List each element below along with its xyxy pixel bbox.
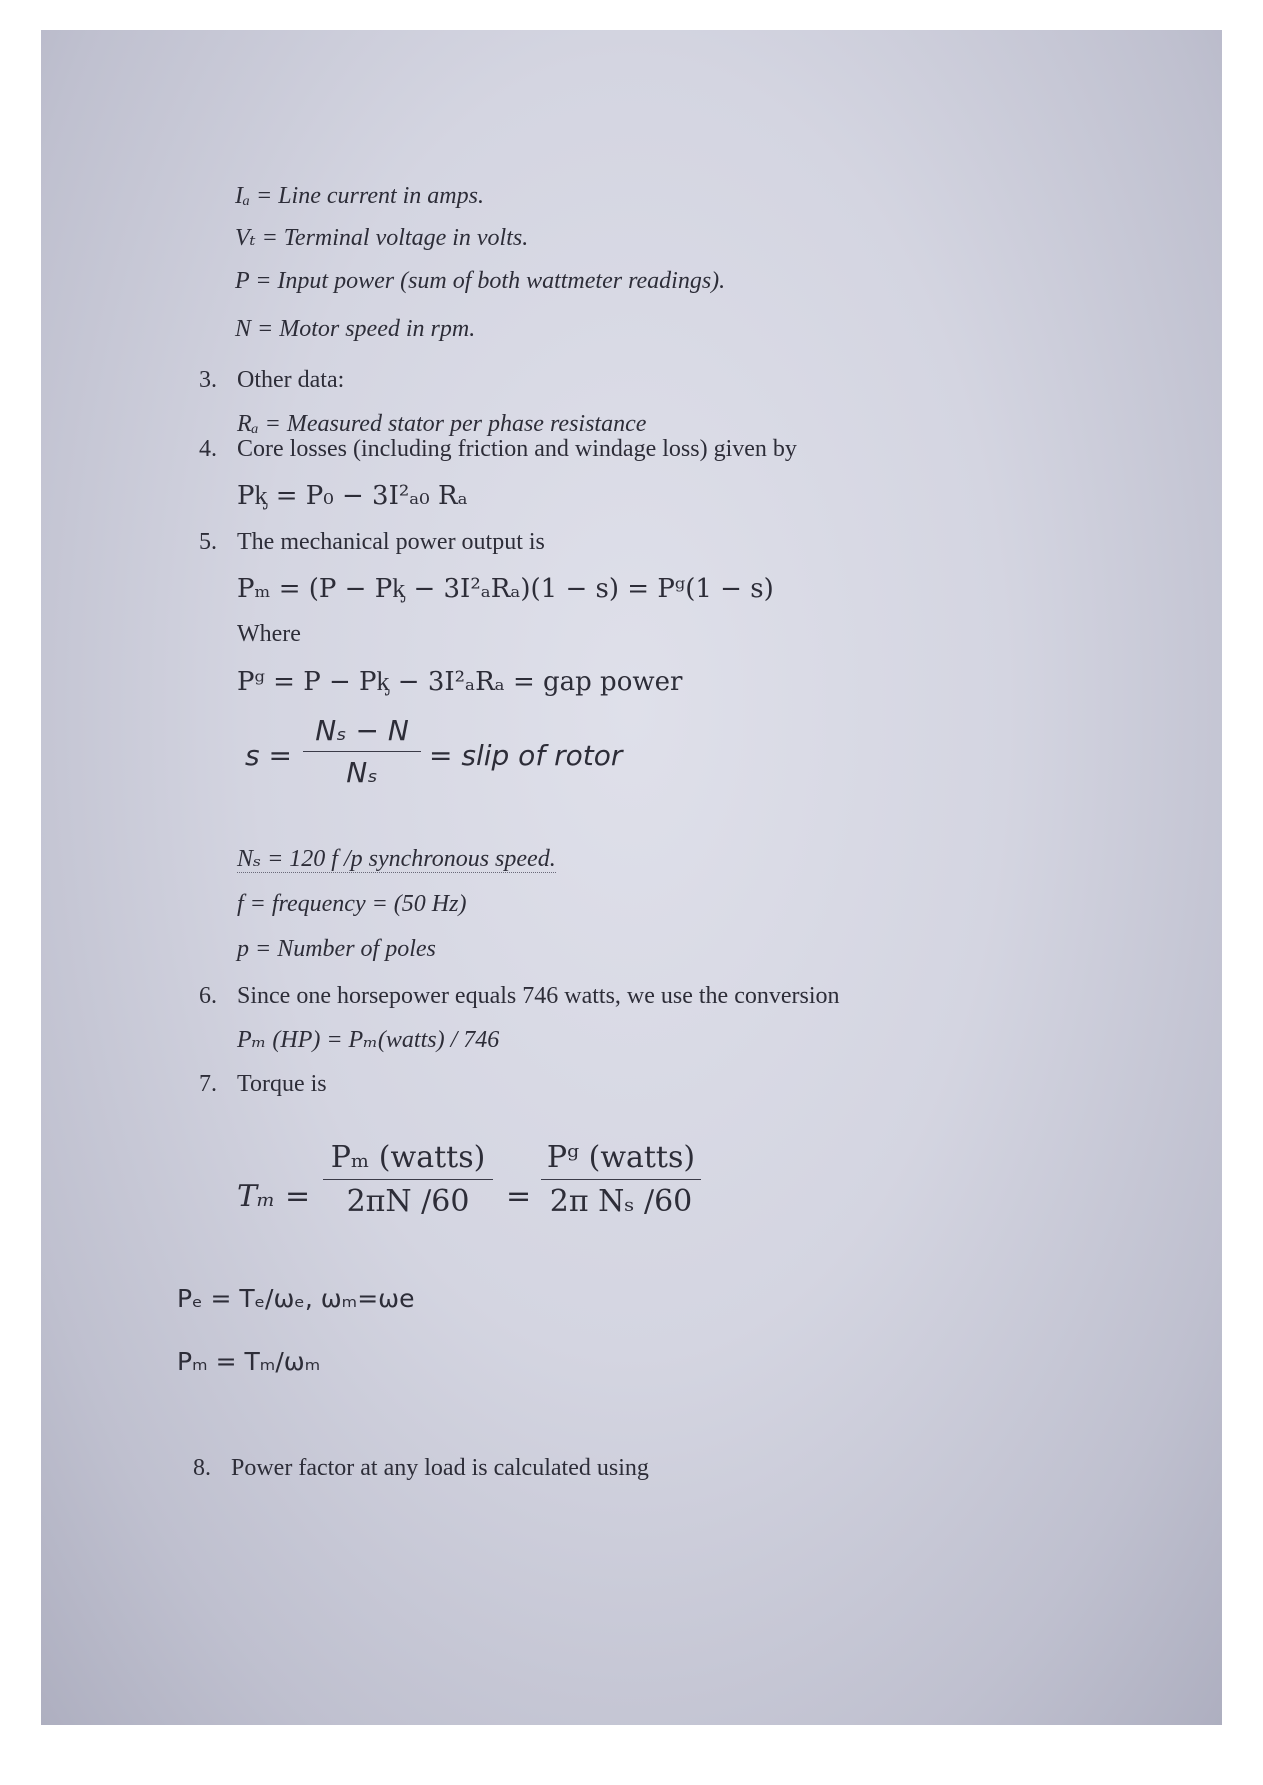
def-frequency: f = frequency = (50 Hz) <box>237 891 467 917</box>
torque-numerator-1: Pₘ (watts) <box>330 1140 486 1175</box>
def-input-power: P = Input power (sum of both wattmeter readings). <box>235 268 726 294</box>
def-stator-resistance: Rₐ = Measured stator per phase resistance <box>237 411 647 437</box>
torque-denominator-1: 2πN /60 <box>346 1184 470 1219</box>
torque-numerator-2: Pᵍ (watts) <box>546 1140 696 1175</box>
item-7-number: 7. <box>199 1071 217 1097</box>
item-4 <box>199 435 797 463</box>
hp-conversion-equation: Pₘ (HP) = Pₘ(watts) / 746 <box>237 1027 500 1053</box>
def-synchronous-speed <box>237 845 556 873</box>
def-poles: p = Number of poles <box>237 936 436 962</box>
electrical-power-equation: Pₑ = Tₑ/ωₑ, ωₘ=ωe <box>177 1284 415 1313</box>
slip-fraction-bar <box>303 751 421 752</box>
document-photo <box>41 30 1222 1725</box>
slip-rhs: = slip of rotor <box>429 739 623 772</box>
item-4-text: Core losses (including friction and windage loss) given by <box>237 436 797 462</box>
torque-denominator-2: 2π Nₛ /60 <box>549 1184 693 1219</box>
torque-fraction-bar-1 <box>323 1179 493 1180</box>
item-6 <box>199 982 840 1010</box>
mechanical-power-omega-equation: Pₘ = Tₘ/ωₘ <box>177 1347 321 1376</box>
mechanical-power-equation: Pₘ = (P − Pᶄ − 3I²ₐRₐ)(1 − s) = Pᵍ(1 − s) <box>237 574 774 604</box>
torque-equals: = <box>506 1179 532 1214</box>
item-5-number: 5. <box>199 529 217 555</box>
synchronous-speed-text: Nₛ = 120 f /p synchronous speed. <box>237 846 556 872</box>
item-8-number: 8. <box>193 1455 211 1481</box>
def-motor-speed: N = Motor speed in rpm. <box>235 316 476 342</box>
item-8-text: Power factor at any load is calculated using <box>231 1455 649 1481</box>
core-loss-equation: Pᶄ = P₀ − 3I²ₐ₀ Rₐ <box>237 481 468 511</box>
def-terminal-voltage: Vₜ = Terminal voltage in volts. <box>235 225 529 251</box>
item-5-text: The mechanical power output is <box>237 529 545 555</box>
item-8 <box>193 1454 649 1482</box>
item-7-text: Torque is <box>237 1071 327 1097</box>
item-3 <box>199 366 344 394</box>
slip-lhs: s = <box>245 739 292 772</box>
slip-denominator: Nₛ <box>346 756 378 789</box>
where-label: Where <box>237 621 301 647</box>
item-4-number: 4. <box>199 436 217 462</box>
item-3-number: 3. <box>199 367 217 393</box>
torque-lhs: Tₘ = <box>237 1179 311 1214</box>
item-5 <box>199 528 545 556</box>
torque-fraction-bar-2 <box>541 1179 701 1180</box>
item-6-text: Since one horsepower equals 746 watts, we use the conversion <box>237 983 840 1009</box>
torque-fraction-1 <box>323 1140 493 1219</box>
gap-power-equation: Pᵍ = P − Pᶄ − 3I²ₐRₐ = gap power <box>237 667 683 697</box>
item-6-number: 6. <box>199 983 217 1009</box>
slip-numerator: Nₛ − N <box>315 714 409 747</box>
item-7 <box>199 1070 327 1098</box>
torque-fraction-2 <box>541 1140 701 1219</box>
def-line-current: Iₐ = Line current in amps. <box>235 183 484 209</box>
slip-fraction <box>303 714 421 789</box>
item-3-text: Other data: <box>237 367 345 393</box>
